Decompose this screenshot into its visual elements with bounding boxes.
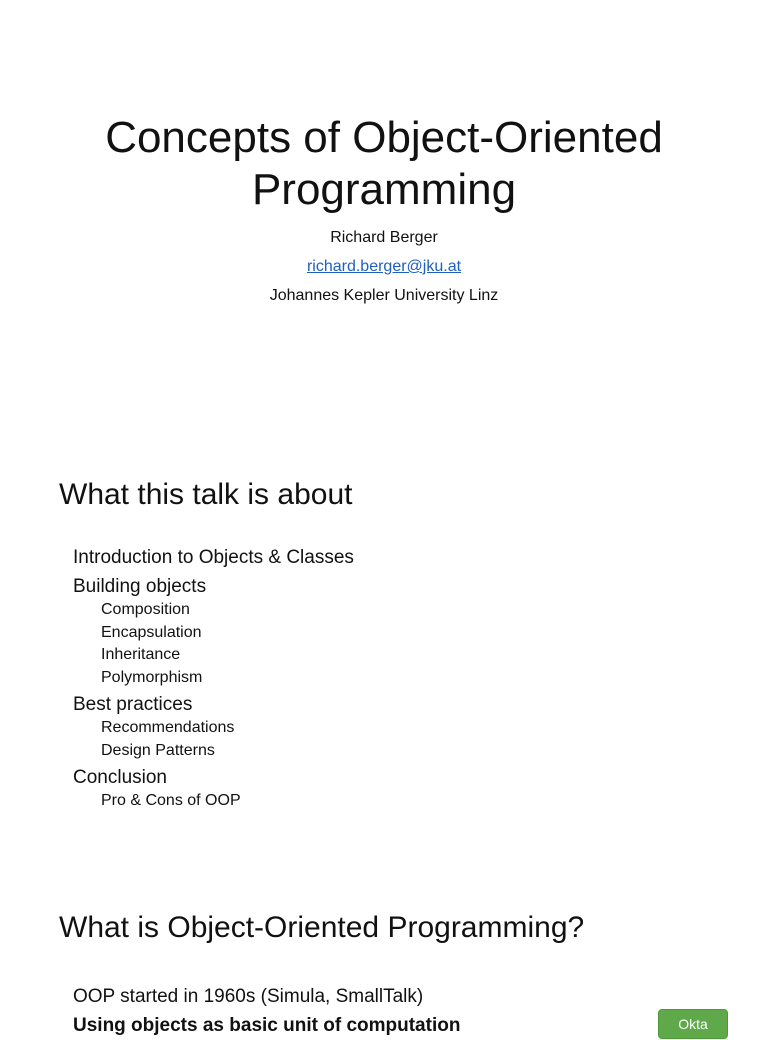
agenda-subitem: Design Patterns	[101, 741, 215, 759]
oop-heading: What is Object-Oriented Programming?	[59, 911, 585, 944]
oop-list-item: Using objects as basic unit of computation	[73, 1015, 461, 1036]
agenda-section	[73, 575, 354, 689]
agenda-subitem: Inheritance	[101, 646, 181, 663]
agenda-list	[73, 546, 354, 817]
agenda-subitem: Encapsulation	[101, 623, 202, 641]
title-line-2: Programming	[251, 165, 517, 214]
agenda-section-label: Building objects	[73, 576, 207, 597]
agenda-section-label: Introduction to Objects & Classes	[73, 547, 354, 568]
agenda-section	[73, 693, 354, 762]
agenda-heading: What this talk is about	[59, 478, 353, 511]
author-email-link[interactable]: richard.berger@jku.at	[306, 258, 462, 275]
title-line-1: Concepts of Object-Oriented	[105, 113, 663, 162]
agenda-sublist	[101, 717, 354, 762]
agenda-slide	[0, 430, 768, 870]
agenda-section-label: Best practices	[73, 694, 193, 715]
oop-list	[73, 982, 460, 1040]
title-slide	[0, 0, 768, 430]
agenda-subitem: Composition	[101, 601, 190, 618]
agenda-section	[73, 766, 354, 813]
author-name: Richard Berger	[330, 229, 438, 246]
agenda-sublist	[101, 790, 354, 813]
agenda-subitem: Pro & Cons of OOP	[101, 792, 241, 809]
oop-slide	[0, 870, 768, 1036]
agenda-section-label: Conclusion	[73, 767, 167, 788]
agenda-subitem: Recommendations	[101, 719, 235, 736]
floating-action-button[interactable]: Okta	[658, 1009, 728, 1039]
agenda-subitem: Polymorphism	[101, 668, 203, 686]
oop-list-item: OOP started in 1960s (Simula, SmallTalk)	[73, 986, 424, 1007]
author-email-row	[0, 257, 768, 277]
presentation-title	[0, 112, 768, 216]
agenda-sublist	[101, 599, 354, 689]
author-affiliation: Johannes Kepler University Linz	[269, 287, 499, 304]
agenda-section	[73, 546, 354, 575]
